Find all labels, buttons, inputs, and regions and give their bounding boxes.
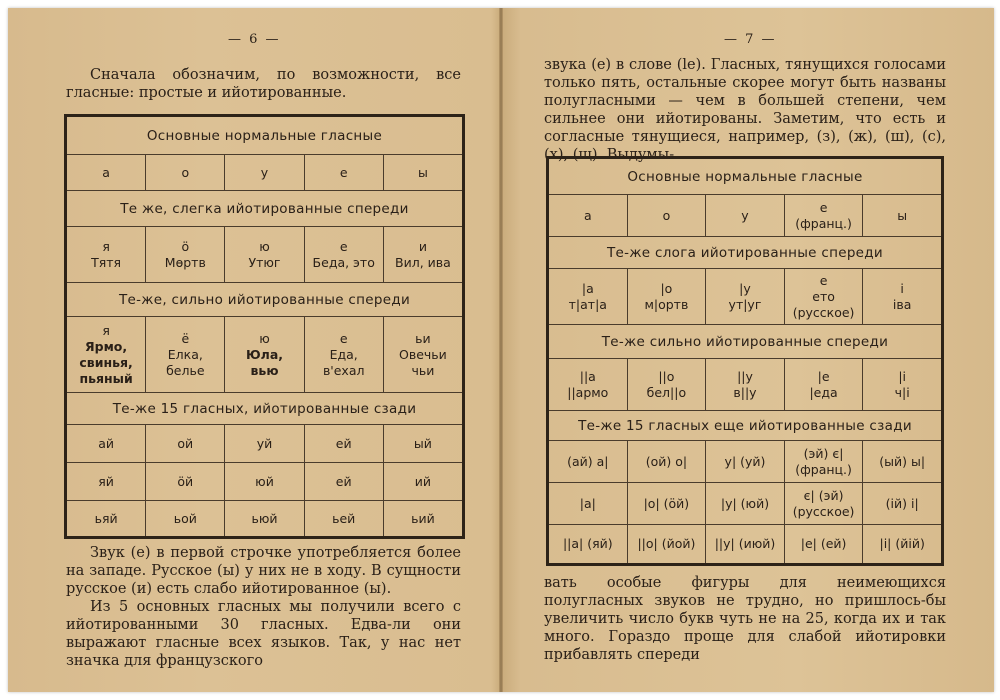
table-cell: є| (эй) (русское) bbox=[785, 483, 864, 524]
table-row bbox=[549, 359, 941, 411]
table-cell: у| (уй) bbox=[706, 441, 785, 482]
cell-example: |еда bbox=[809, 384, 838, 400]
table-cell: öй bbox=[146, 463, 225, 500]
paragraph-text: Из 5 основных гласных мы получили всего с ийотированными 30 гласных. Едва-ли они выражают гласные всех языков. Так, у нас нет значка для французского bbox=[66, 599, 461, 669]
table-cell: (ой) о| bbox=[628, 441, 707, 482]
table-cell bbox=[67, 317, 146, 392]
cell-letter: ö bbox=[181, 238, 190, 254]
cell-letter: е bbox=[339, 238, 348, 254]
table-row bbox=[67, 501, 462, 536]
cell-letter: |а bbox=[581, 280, 594, 296]
cell-letter: і bbox=[900, 280, 904, 296]
cell-letter: |о bbox=[660, 280, 673, 296]
cell-letter: |і bbox=[898, 368, 907, 384]
table-header: Те-же, сильно ийотированные спереди bbox=[67, 283, 462, 317]
body-text bbox=[544, 574, 946, 664]
table-cell: яй bbox=[67, 463, 146, 500]
cell-letter: и bbox=[418, 238, 427, 254]
cell-letter: ё bbox=[181, 330, 190, 346]
cell-letter: |е bbox=[817, 368, 830, 384]
table-header: Те же, слегка ийотированные спереди bbox=[67, 191, 462, 227]
table-cell bbox=[549, 359, 628, 410]
table-row bbox=[549, 483, 941, 525]
page-number: — 6 — bbox=[228, 32, 281, 47]
table-cell: (ый) ы| bbox=[879, 453, 926, 469]
right-page bbox=[502, 8, 994, 692]
table-cell bbox=[628, 269, 707, 324]
table-cell: |е| (ей) bbox=[785, 525, 864, 563]
table-header: Основные нормальные гласные bbox=[549, 159, 941, 195]
table-cell bbox=[785, 359, 864, 410]
table-row bbox=[549, 269, 941, 325]
table-cell: ьей bbox=[305, 501, 384, 536]
cell-example: в||у bbox=[733, 384, 757, 400]
paragraph-text: звука (е) в слове (le). Гласных, тянущихся голосами только пять, остальные скорее могут быть названы полугласными — чем в большей степени, чем сильнее они ийотированы. Заметим, что есть и согласные тянущиеся, например, (з), (ж), (ш), (с), (х), (щ). Выдумы- bbox=[544, 57, 946, 163]
cell-example: м|ортв bbox=[644, 296, 689, 312]
cell-letter: ||у bbox=[737, 368, 753, 384]
table-cell: ой bbox=[146, 425, 225, 462]
table-header: Те-же сильно ийотированные спереди bbox=[549, 325, 941, 359]
table-row bbox=[67, 463, 462, 501]
cell-example: Мөртв bbox=[164, 254, 206, 270]
table-row bbox=[67, 227, 462, 283]
table-cell: о bbox=[628, 195, 707, 236]
table-row bbox=[549, 441, 941, 483]
table-cell: ы bbox=[897, 207, 908, 223]
cell-letter: ю bbox=[259, 238, 270, 254]
table-header: Те-же 15 гласных еще ийотированные сзади bbox=[549, 411, 941, 441]
table-header: Основные нормальные гласные bbox=[67, 117, 462, 155]
cell-example: ||армо bbox=[567, 384, 609, 400]
intro-paragraph bbox=[66, 66, 461, 102]
table-cell bbox=[549, 269, 628, 324]
cell-example: Вил, ива bbox=[395, 254, 451, 270]
table-cell: е (франц.) bbox=[785, 195, 864, 236]
table-cell: ей bbox=[305, 463, 384, 500]
cell-example: Беда, это bbox=[312, 254, 375, 270]
table-cell: юй bbox=[225, 463, 304, 500]
table-cell: ай bbox=[67, 425, 146, 462]
cell-letter: е bbox=[339, 330, 348, 346]
cell-example: Елка, белье bbox=[166, 346, 205, 378]
table-cell: ий bbox=[414, 473, 432, 489]
table-cell: ||о| (йой) bbox=[628, 525, 707, 563]
table-cell bbox=[706, 359, 785, 410]
table-cell bbox=[305, 317, 384, 392]
table-cell: ьюй bbox=[225, 501, 304, 536]
intro-paragraph bbox=[544, 56, 946, 164]
table-cell: (ій) і| bbox=[885, 495, 919, 511]
cell-example: Юла, вью bbox=[246, 346, 284, 378]
cell-letter: я bbox=[102, 238, 110, 254]
table-cell: ей bbox=[305, 425, 384, 462]
table-cell bbox=[225, 227, 304, 282]
paragraph-text: Звук (е) в первой строчке употребляется более на западе. Русское (ы) у них не в ходу. В сущности русское (и) есть слабо ийотированное (ы). bbox=[66, 545, 461, 597]
table-cell: |о| (ӧй) bbox=[628, 483, 707, 524]
cell-example: іва bbox=[892, 296, 912, 312]
table-cell: а bbox=[67, 155, 146, 190]
paragraph-text: вать особые фигуры для неимеющихся полугласных звуков не трудно, но пришлось-бы увеличить число букв чуть не на 25, когда их и так много. Гораздо проще для слабой ийотировки прибавлять спереди bbox=[544, 575, 946, 663]
table-cell: (эй) є| (франц.) bbox=[785, 441, 864, 482]
table-cell: у bbox=[706, 195, 785, 236]
vowel-table bbox=[64, 114, 465, 539]
table-cell bbox=[384, 227, 462, 282]
vowel-table bbox=[546, 156, 944, 566]
table-row bbox=[67, 155, 462, 191]
table-cell: ьой bbox=[146, 501, 225, 536]
cell-example: ут|уг bbox=[728, 296, 762, 312]
table-cell: уй bbox=[225, 425, 304, 462]
left-page bbox=[8, 8, 500, 692]
cell-example: т|ат|а bbox=[568, 296, 607, 312]
cell-letter: |у bbox=[739, 280, 751, 296]
cell-letter: е bbox=[819, 272, 828, 288]
table-cell: |а| bbox=[549, 483, 628, 524]
table-cell: е bbox=[305, 155, 384, 190]
table-cell bbox=[384, 317, 462, 392]
cell-letter: ||о bbox=[658, 368, 675, 384]
cell-example: Тятя bbox=[91, 254, 122, 270]
cell-letter: ю bbox=[259, 330, 270, 346]
book-spread bbox=[8, 8, 994, 692]
table-cell: ьяй bbox=[67, 501, 146, 536]
table-row bbox=[549, 525, 941, 563]
table-cell: ||у| (июй) bbox=[706, 525, 785, 563]
cell-letter: ьи bbox=[415, 330, 431, 346]
cell-letter: ||а bbox=[579, 368, 596, 384]
paragraph-text: Сначала обозначим, по возможности, все гласные: простые и ийотированные. bbox=[66, 67, 461, 101]
table-cell bbox=[785, 269, 864, 324]
table-cell bbox=[863, 359, 941, 410]
table-cell bbox=[146, 227, 225, 282]
body-text bbox=[66, 544, 461, 670]
table-cell: ый bbox=[413, 435, 432, 451]
cell-example: бел||о bbox=[646, 384, 687, 400]
table-cell bbox=[628, 359, 707, 410]
table-cell bbox=[146, 317, 225, 392]
table-cell: ||а| (яй) bbox=[549, 525, 628, 563]
cell-example: Ярмо, свинья, пьяный bbox=[79, 338, 133, 386]
table-cell bbox=[225, 317, 304, 392]
page-number: — 7 — bbox=[724, 32, 777, 47]
table-cell: о bbox=[146, 155, 225, 190]
table-cell: |у| (юй) bbox=[706, 483, 785, 524]
table-cell: у bbox=[225, 155, 304, 190]
table-cell bbox=[863, 269, 941, 324]
table-cell: ьий bbox=[411, 510, 435, 526]
table-cell: а bbox=[549, 195, 628, 236]
table-cell bbox=[706, 269, 785, 324]
table-cell: |і| (йій) bbox=[879, 536, 925, 551]
cell-example: ч|і bbox=[894, 384, 910, 400]
table-cell bbox=[305, 227, 384, 282]
table-cell: (ай) а| bbox=[549, 441, 628, 482]
cell-example: Овечьи чьи bbox=[399, 346, 447, 378]
cell-example: Утюг bbox=[248, 254, 281, 270]
table-cell bbox=[67, 227, 146, 282]
table-row bbox=[67, 425, 462, 463]
table-header: Те-же 15 гласных, ийотированные сзади bbox=[67, 393, 462, 425]
table-row bbox=[549, 195, 941, 237]
table-cell: ы bbox=[417, 164, 428, 180]
cell-letter: я bbox=[102, 322, 110, 338]
table-header: Те-же слога ийотированные спереди bbox=[549, 237, 941, 269]
cell-example: Еда, в'ехал bbox=[322, 346, 365, 378]
table-row bbox=[67, 317, 462, 393]
cell-example: ето (русское) bbox=[792, 288, 855, 320]
